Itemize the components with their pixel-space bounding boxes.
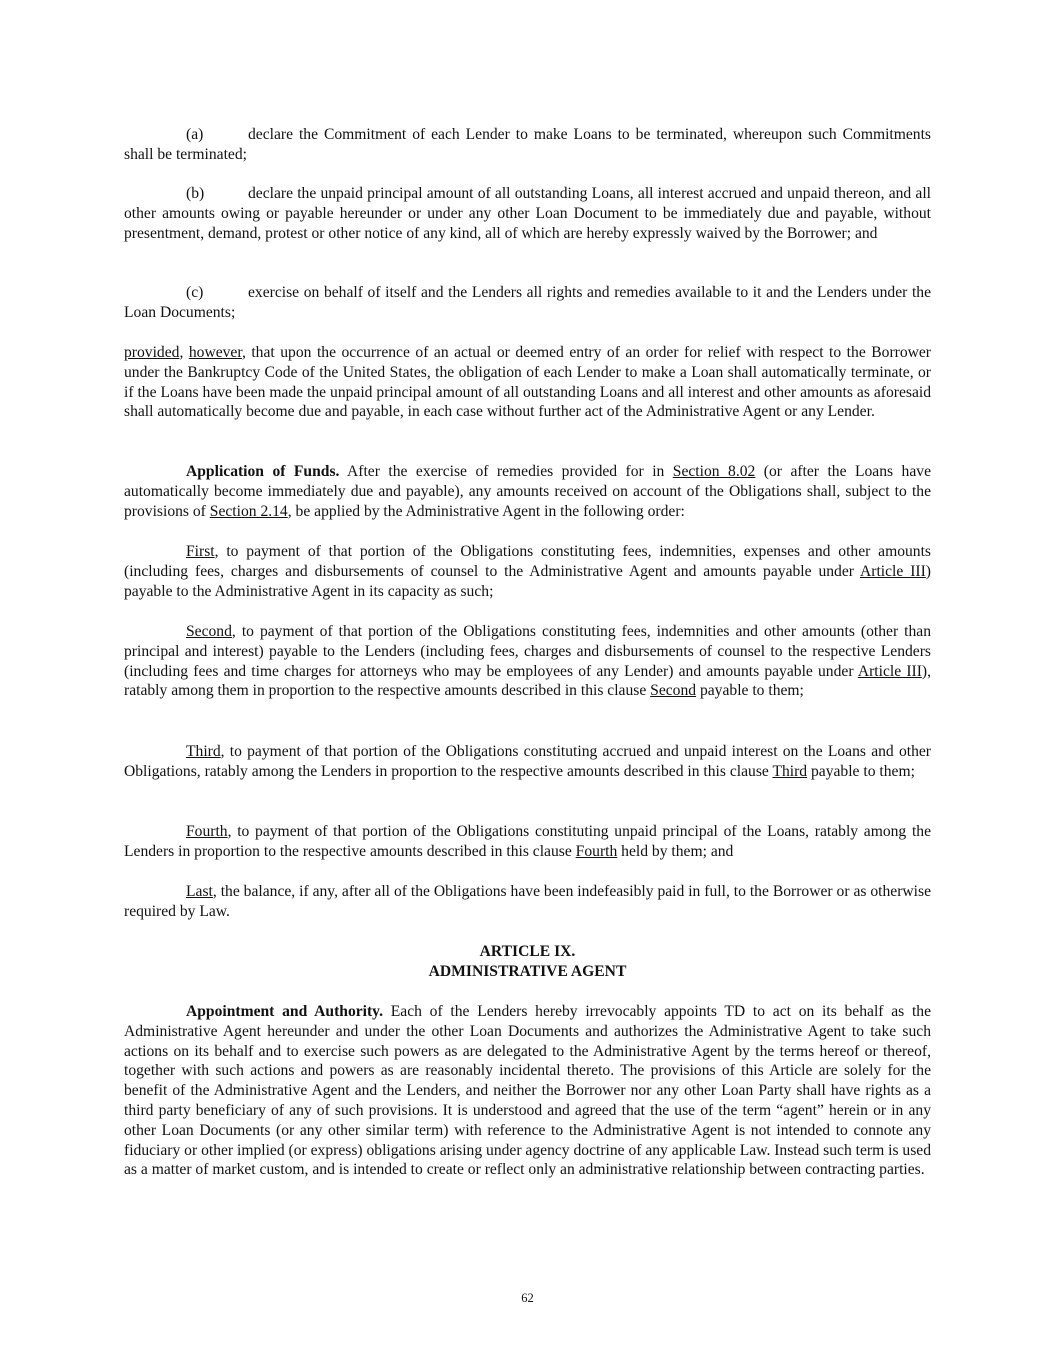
appointment-paragraph: [124, 1002, 931, 1180]
application-of-funds-title: Application of Funds.: [186, 463, 340, 480]
second-article-iii-reference: Article III: [857, 662, 922, 680]
last-term: Last: [186, 883, 213, 900]
first-text-2: ) payable to the Administrative Agent in its capacity as such;: [124, 562, 931, 600]
section-2-14-reference: Section 2.14: [209, 502, 288, 520]
clause-c-text: exercise on behalf of itself and the Lenders all rights and remedies available to it and the Lenders under the Loan Documents;: [124, 284, 931, 321]
proviso-term-however: however: [188, 344, 242, 361]
clause-c-paragraph: [124, 283, 931, 323]
first-term: First: [186, 543, 215, 560]
fourth-text-1: , to payment of that portion of the Obligations constituting unpaid principal of the Loans, ratably among the Lenders in proportion to the respective amounts described in this clause: [124, 823, 931, 860]
clause-a-text: declare the Commitment of each Lender to make Loans to be terminated, whereupon such Commitments shall be terminated;: [124, 126, 931, 163]
first-article-iii-reference: Article III: [860, 562, 926, 580]
clause-c-label: (c): [186, 284, 204, 301]
last-paragraph: [124, 882, 931, 922]
fourth-paragraph: [124, 822, 931, 862]
first-text-1: , to payment of that portion of the Obligations constituting fees, indemnities, expenses and other amounts (including fees, charges and disbursements of counsel to the Administrative Agent and amounts payable under: [124, 543, 931, 580]
clause-a-paragraph: [124, 125, 931, 165]
proviso-paragraph: [124, 343, 931, 422]
second-text-2: ), ratably among them in proportion to the respective amounts described in this clause: [124, 662, 931, 700]
clause-b-paragraph: [124, 184, 931, 243]
third-text-1: , to payment of that portion of the Obligations constituting accrued and unpaid interest on the Loans and other Obligations, ratably among the Lenders in proportion to the respective amounts described in this clause: [124, 743, 931, 780]
application-text-1: After the exercise of remedies provided for in: [339, 463, 673, 480]
first-paragraph: [124, 542, 931, 601]
application-text-3: , be applied by the Administrative Agent in the following order:: [287, 502, 685, 520]
clause-b-label: (b): [186, 185, 205, 202]
clause-b-text: declare the unpaid principal amount of all outstanding Loans, all interest accrued and unpaid thereon, and all other amounts owing or payable hereunder or under any other Loan Document to be immediately due and payable, without presentment, demand, protest or other notice of any kind, all of which are hereby expressly waived by the Borrower; and: [124, 185, 931, 242]
second-text-1: , to payment of that portion of the Obligations constituting fees, indemnities and other amounts (other than principal and interest) payable to the Lenders (including fees, charges and disbursements of counsel to the respective Lenders (including fees and time charges for attorneys who may be employees of any Lender) and amounts payable under: [124, 623, 931, 680]
third-paragraph: [124, 742, 931, 782]
fourth-term: Fourth: [186, 823, 228, 840]
proviso-term-provided: provided: [124, 344, 180, 361]
third-term: Third: [186, 743, 221, 760]
application-text-2: (or after the Loans have automatically become immediately due and payable), any amounts received on account of the Obligations shall, subject to the provisions of: [124, 463, 931, 520]
third-text-2: payable to them;: [807, 762, 915, 780]
second-text-3: payable to them;: [696, 682, 804, 700]
second-paragraph: [124, 622, 931, 701]
section-8-02-reference: Section 8.02: [672, 463, 756, 480]
appointment-text: Each of the Lenders hereby irrevocably appoints TD to act on its behalf as the Administrative Agent hereunder and under the other Loan Documents and authorizes the Administrative Agent to take such actions on its behalf and to exercise such powers as are delegated to the Administrative Agent by the terms hereof or thereof, together with such actions and powers as are reasonably incidental thereto. The provisions of this Article are solely for the benefit of the Administrative Agent and the Lenders, and neither the Borrower nor any other Loan Party shall have rights as a third party beneficiary of any of such provisions. It is understood and agreed that the use of the term “agent” herein or in any other Loan Documents (or any other similar term) with reference to the Administrative Agent is not intended to connote any fiduciary or other implied (or express) obligations arising under agency doctrine of any applicable Law. Instead such term is used as a matter of market custom, and is intended to create or reflect only an administrative relationship between contracting parties.: [124, 1003, 932, 1179]
proviso-separator: ,: [179, 344, 189, 361]
clause-a-label: (a): [186, 126, 204, 143]
article-title: ADMINISTRATIVE AGENT: [428, 963, 627, 980]
last-text: , the balance, if any, after all of the Obligations have been indefeasibly paid in full, to the Borrower or as otherwise required by Law.: [124, 883, 931, 920]
appointment-title: Appointment and Authority.: [186, 1003, 384, 1020]
page-number: 62: [521, 1291, 534, 1305]
fourth-text-2: held by them; and: [617, 842, 734, 860]
second-term: Second: [186, 623, 232, 640]
article-number: ARTICLE IX.: [479, 943, 576, 960]
fourth-term-reference: Fourth: [575, 842, 618, 860]
third-term-reference: Third: [772, 762, 808, 780]
proviso-text: , that upon the occurrence of an actual or deemed entry of an order for relief with respect to the Borrower under the Bankruptcy Code of the United States, the obligation of each Lender to make a Loan shall automatically terminate, or if the Loans have been made the unpaid principal amount of all outstanding Loans and all interest and other amounts as aforesaid shall automatically become due and payable, in each case without further act of the Administrative Agent or any Lender.: [124, 344, 932, 421]
application-of-funds-paragraph: [124, 462, 931, 521]
second-term-reference: Second: [650, 682, 697, 700]
